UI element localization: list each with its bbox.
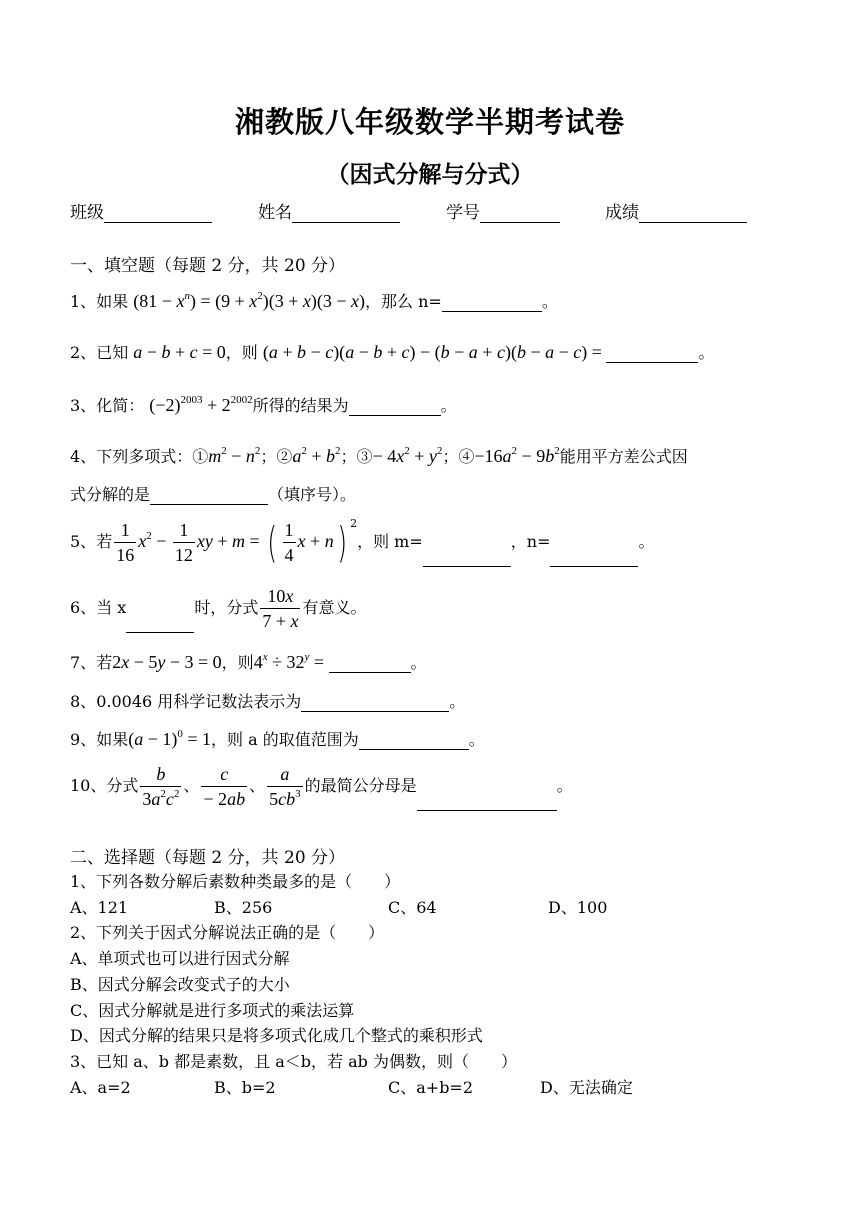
answer-blank-9[interactable]: [359, 730, 469, 750]
mc1-option-c[interactable]: C、64: [388, 898, 437, 917]
answer-blank-6[interactable]: [126, 613, 194, 633]
mc3-option-b[interactable]: B、b=2: [214, 1078, 276, 1097]
answer-blank-10[interactable]: [417, 791, 557, 811]
mc3-option-c[interactable]: C、a+b=2: [388, 1078, 474, 1097]
exam-subtitle: （因式分解与分式）: [326, 161, 534, 188]
question-4-line2: 式分解的是 （填序号）。: [70, 485, 357, 504]
question-4: 4、下列多项式：$①m^2 - n^2$；$②a^2 + b^2$；③− $4x^2 + y^2$；$④-16a^2 - 9b^2$能用平方差公式因: [70, 445, 688, 466]
mc-question-1: 1、下列各数分解后素数种类最多的是（ ）: [70, 872, 401, 891]
name-blank[interactable]: [292, 203, 400, 223]
mc3-option-a[interactable]: A、a=2: [70, 1078, 131, 1097]
mc-options-3: [70, 1075, 790, 1095]
answer-blank-2[interactable]: [606, 343, 698, 363]
class-label: 班级: [70, 203, 104, 223]
question-7: 7、若2x − 5y − 3 = 0，则$4^x \div 32^y$ = 。: [70, 651, 427, 672]
question-2: 2、已知 a − b + c = 0，则 (a + b − c)(a − b + c) − (b − a + c)(b − a − c) = 。: [70, 342, 715, 362]
score-blank[interactable]: [639, 203, 747, 223]
mc2-option-d[interactable]: D、因式分解的结果只是将多项式化成几个整式的乘积形式: [70, 1026, 483, 1045]
answer-blank-7[interactable]: [329, 653, 411, 673]
question-5: 5、若 $\frac{1}{16}$ $x^2$ − $\frac{1}{12}$ xy + m = ( $\frac{1}{4}$ x + n) $^2$，则 m= ，n= 。: [70, 517, 655, 567]
mc2-option-b[interactable]: B、因式分解会改变式子的大小: [70, 975, 290, 994]
exam-title: 湘教版八年级数学半期考试卷: [234, 105, 625, 139]
answer-blank-5n[interactable]: [550, 547, 638, 567]
question-9: 9、如果$(a - 1)^0 = 1$，则 a 的取值范围为 。: [70, 728, 485, 749]
answer-blank-1[interactable]: [442, 292, 542, 312]
id-label: 学号: [446, 203, 480, 223]
section1-heading: 一、填空题（每题 2 分，共 20 分）: [70, 256, 346, 276]
mc1-option-b[interactable]: B、256: [214, 898, 273, 917]
section2-heading: 二、选择题（每题 2 分，共 20 分）: [70, 848, 346, 868]
question-10: 10、分式 $\frac{b}{3a^2c^2}$ 、 $\frac{c}{- 2ab}$ 、 $\frac{a}{5cb^3}$ 的最简公分母是 。: [70, 764, 573, 809]
mc2-option-c[interactable]: C、因式分解就是进行多项式的乘法运算: [70, 1001, 355, 1020]
student-info-row: [70, 198, 790, 224]
id-blank[interactable]: [480, 203, 560, 223]
class-blank[interactable]: [104, 203, 212, 223]
answer-blank-3[interactable]: [349, 396, 441, 416]
mc-question-3: 3、已知 a、b 都是素数，且 a＜b，若 ab 为偶数，则（ ）: [70, 1052, 517, 1071]
name-label: 姓名: [258, 203, 292, 223]
answer-blank-8[interactable]: [301, 692, 449, 712]
mc-question-2: 2、下列关于因式分解说法正确的是（ ）: [70, 923, 385, 942]
answer-blank-5m[interactable]: [423, 547, 511, 567]
mc1-option-a[interactable]: A、121: [70, 898, 129, 917]
question-6: 6、当 x 时，分式 $\frac{10x}{7 + x}$ 有意义。: [70, 586, 367, 631]
question-3: 3、化简： $(-2)^{2003} + 2^{2002}$所得的结果为 。: [70, 394, 457, 415]
question-8: 8、0.0046 用科学记数法表示为 。: [70, 692, 466, 711]
mc-options-1: [70, 895, 790, 915]
mc3-option-d[interactable]: D、无法确定: [540, 1078, 633, 1097]
question-1: 1、如果 $(81 - x^n) = (9 + x^2)(3 + x)(3 - x)$，那么 n= 。: [70, 290, 558, 311]
mc1-option-d[interactable]: D、100: [548, 898, 608, 917]
mc2-option-a[interactable]: A、单项式也可以进行因式分解: [70, 949, 290, 968]
answer-blank-4[interactable]: [150, 485, 268, 505]
score-label: 成绩: [605, 203, 639, 223]
